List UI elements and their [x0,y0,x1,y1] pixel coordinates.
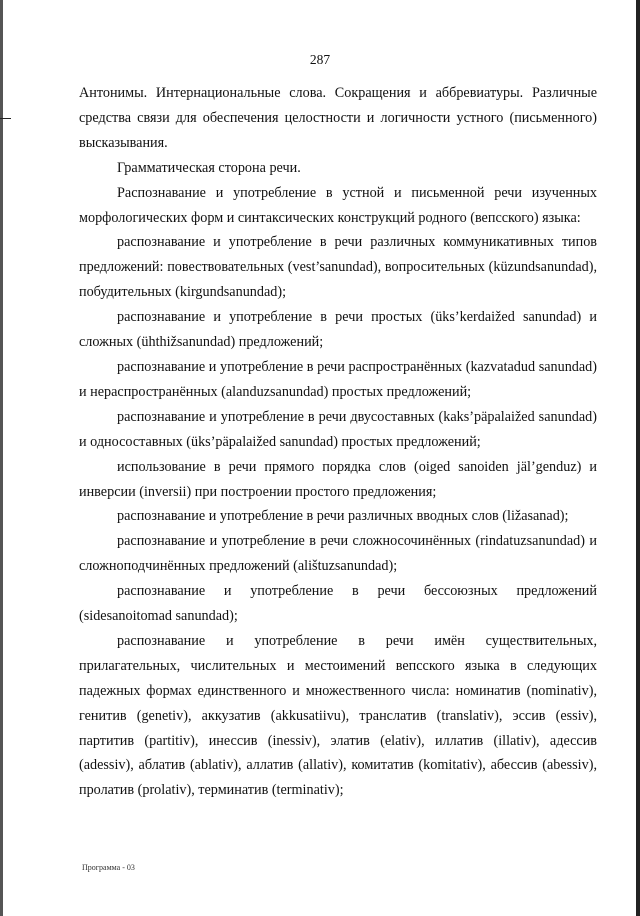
paragraph: Грамматическая сторона речи. [117,159,301,176]
paragraph: использование в речи прямого порядка слов (oiged sanoiden jäl’genduz) и инверсии (inversii) при построении простого предложения; [79,458,597,500]
paragraph: распознавание и употребление в речи простых (üks’kerdaižed sanundad) и сложных (ühthižsanundad) предложений; [79,309,597,351]
paragraph: распознавание и употребление в речи двусоставных (kaks’päpalaižed sanundad) и односоставных (üks’päpalaižed sanundad) простых предложений; [79,408,597,450]
paragraph: Антонимы. Интернациональные слова. Сокращения и аббревиатуры. Различные средства связи для обеспечения целостности и логичности устного (письменного) высказывания. [79,85,597,151]
paragraph: распознавание и употребление в речи различных вводных слов (ližasanad); [117,508,569,525]
scan-edge-left [0,0,3,916]
paragraph: распознавание и употребление в речи различных коммуникативных типов предложений: повествовательных (vest’sanundad), вопросительных (küzundsanundad), побудительных (kirgundsanundad); [79,234,597,301]
scan-edge-right [636,0,640,916]
body-text [79,81,597,803]
paragraph: Распознавание и употребление в устной и письменной речи изученных морфологических форм и синтаксических конструкций родного (вепсского) языка: [79,184,597,226]
paragraph: распознавание и употребление в речи бессоюзных предложений (sidesanoitomad sanundad); [79,583,597,625]
paragraph: распознавание и употребление в речи имён существительных, прилагательных, числительных и местоимений вепсского языка в следующих падежных формах единственного и множественного числа: номинатив (nominativ), генитив (genetiv), аккузатив (akkusatiivu), транслатив (translativ), эссив (essiv), партитив (partitiv), инессив (inessiv), элатив (elativ), иллатив (illativ), адессив (adessiv), аблатив (ablativ), аллатив (allativ), комитатив (komitativ), абессив (abessiv), пролатив (prolativ), терминатив (terminativ); [79,632,597,799]
scan-margin-mark [0,118,11,119]
paragraph: распознавание и употребление в речи распространённых (kazvatadud sanundad) и нераспространённых (alanduzsanundad) простых предложений; [79,358,597,400]
footer-note: Программа - 03 [82,863,135,872]
page-number: 287 [309,52,331,67]
paragraph: распознавание и употребление в речи сложносочинённых (rindatuzsanundad) и сложноподчинённых предложений (alištuzsanundad); [79,533,597,575]
